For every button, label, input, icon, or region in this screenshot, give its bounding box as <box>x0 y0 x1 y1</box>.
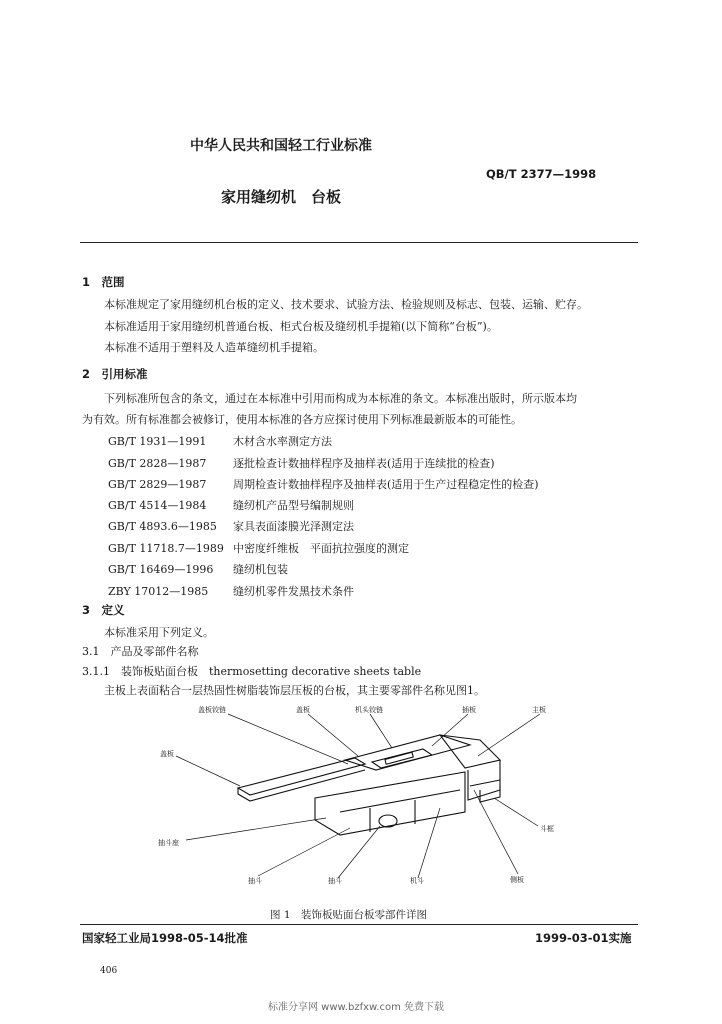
footer-rule <box>80 924 638 925</box>
standard-code: GB/T 4514—1984 <box>108 499 207 512</box>
document-title: 家用缝纫机 台板 <box>221 188 342 206</box>
standard-code: GB/T 4893.6—1985 <box>108 520 217 533</box>
label-head-hinge: 机头铰链 <box>355 706 383 714</box>
standard-ref-row <box>108 561 288 577</box>
standard-name: 缝纫机产品型号编制规则 <box>233 499 354 512</box>
right-block-top <box>440 735 500 768</box>
standard-name: 木材含水率测定方法 <box>233 435 332 448</box>
table-board-edge <box>238 770 365 801</box>
standard-name: 缝纫机零件发黑技术条件 <box>233 585 354 598</box>
label-bucket-frame: 斗框 <box>540 825 554 833</box>
label-cover: 盖板 <box>296 706 310 714</box>
drawer-knob <box>379 815 397 827</box>
label-drawer-seat: 抽斗座 <box>158 839 179 847</box>
label-drawer-2: 抽斗 <box>328 877 342 885</box>
watermark: 标准分享网 www.bzfxw.com 免费下载 <box>268 1002 444 1013</box>
standard-ref-row <box>108 540 409 556</box>
standard-ref-row <box>108 583 354 599</box>
table-parts-diagram <box>140 700 580 900</box>
standard-code: GB/T 16469—1996 <box>108 563 214 576</box>
approval-info: 国家轻工业局1998-05-14批准 <box>82 931 248 945</box>
standard-name: 周期检查计数抽样程序及抽样表(适用于生产过程稳定性的检查) <box>233 478 539 491</box>
standard-code: GB/T 1931—1991 <box>108 435 207 448</box>
leader-bucket-frame <box>494 798 538 826</box>
leader-drawer-seat <box>186 818 326 840</box>
leader-cover <box>308 714 358 756</box>
section-3-1-heading: 3.1 产品及零部件名称 <box>82 645 199 658</box>
header-rule <box>80 242 638 243</box>
label-hinge-cover: 盖板铰链 <box>198 706 226 714</box>
section-3-1-1-text: 主板上表面粘合一层热固性树脂装饰层压板的台板，其主要零部件名称见图1。 <box>104 684 485 697</box>
document-number: QB/T 2377—1998 <box>486 167 597 181</box>
standard-ref-row <box>108 455 495 471</box>
label-insert: 插板 <box>462 706 476 714</box>
drawer-divider-1 <box>340 790 460 812</box>
section-3-heading: 3 定义 <box>82 603 125 617</box>
head-opening <box>372 749 432 768</box>
standard-ref-row <box>108 518 354 534</box>
standard-ref-row <box>108 497 354 513</box>
leader-insert <box>432 714 468 746</box>
leader-base-board <box>176 756 240 786</box>
leader-head-hinge <box>370 714 392 748</box>
leader-drawer-1 <box>258 828 350 876</box>
standard-code: GB/T 2828—1987 <box>108 457 207 470</box>
label-main-board: 主板 <box>532 706 546 714</box>
leader-side-board <box>474 790 518 874</box>
table-board-outline <box>238 758 365 795</box>
label-base-board: 盖板 <box>160 750 174 758</box>
section-2-paragraph-line-2: 为有效。所有标准都会被修订，使用本标准的各方应探讨使用下列标准最新版本的可能性。 <box>82 413 522 426</box>
section-1-paragraph-3: 本标准不适用于塑料及人造革缝纫机手提箱。 <box>104 341 324 354</box>
standard-ref-row <box>108 433 332 449</box>
effective-date: 1999-03-01实施 <box>535 931 632 945</box>
standard-name: 逐批检查计数抽样程序及抽样表(适用于连续批的检查) <box>233 457 495 470</box>
standard-ref-row <box>108 476 539 492</box>
page-number: 406 <box>100 966 118 976</box>
standard-name: 缝纫机包装 <box>233 563 288 576</box>
leader-main-board <box>478 714 540 756</box>
section-2-paragraph-line-1: 下列标准所包含的条文，通过在本标准中引用而构成为本标准的条文。本标准出版时，所示版本均 <box>104 392 577 405</box>
right-block-front <box>470 780 500 786</box>
standard-name: 家具表面漆膜光泽测定法 <box>233 520 354 533</box>
section-3-intro: 本标准采用下列定义。 <box>104 626 214 639</box>
label-head-box: 机斗 <box>410 877 424 885</box>
drawer-body <box>315 772 465 835</box>
label-drawer-1: 抽斗 <box>248 877 262 885</box>
standard-code: ZBY 17012—1985 <box>108 585 209 598</box>
leader-hinge-cover <box>228 714 348 764</box>
section-2-heading: 2 引用标准 <box>82 367 148 381</box>
head-slot <box>385 752 413 764</box>
section-3-1-1-heading: 3.1.1 装饰板贴面台板 thermosetting decorative sheets table <box>82 665 422 678</box>
section-1-heading: 1 范围 <box>82 275 125 289</box>
label-side-board: 侧板 <box>510 876 524 884</box>
standard-code: GB/T 11718.7—1989 <box>108 542 224 555</box>
issuing-organization: 中华人民共和国轻工行业标准 <box>190 138 372 154</box>
figure-caption: 图 1 装饰板贴面台板零部件详图 <box>270 909 428 921</box>
section-1-paragraph-2: 本标准适用于家用缝纫机普通台板、柜式台板及缝纫机手提箱(以下简称“台板”)。 <box>104 320 498 333</box>
standard-name: 中密度纤维板 平面抗拉强度的测定 <box>233 542 409 555</box>
standard-code: GB/T 2829—1987 <box>108 478 207 491</box>
section-1-paragraph-1: 本标准规定了家用缝纫机台板的定义、技术要求、试验方法、检验规则及标志、包装、运输、贮存。 <box>104 298 588 311</box>
